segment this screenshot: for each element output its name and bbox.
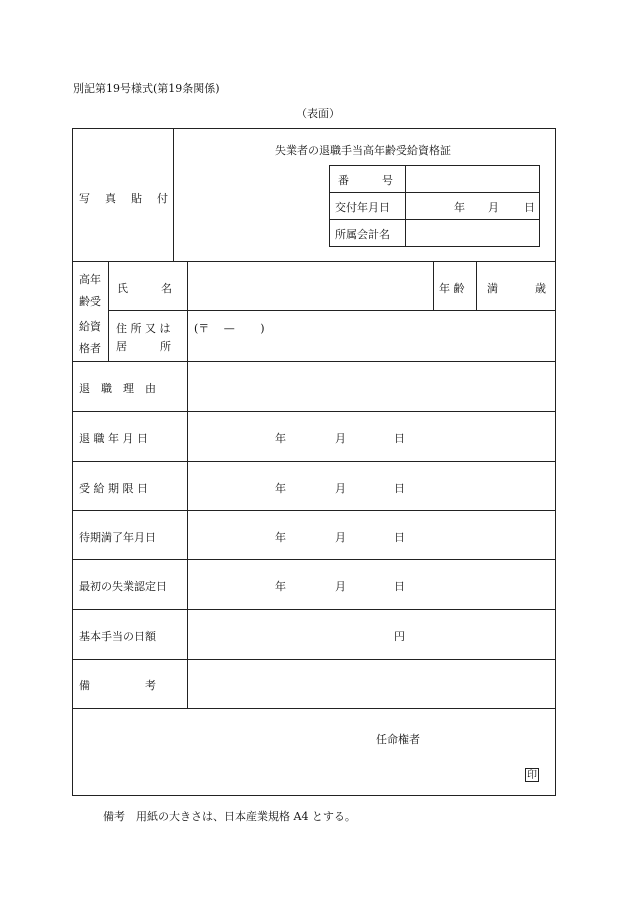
photo-label: 写 真 貼 付 bbox=[79, 192, 170, 205]
divider bbox=[72, 361, 556, 362]
yen-unit: 円 bbox=[394, 630, 405, 643]
postal-code-field: (〒 — ) bbox=[194, 322, 265, 335]
issue-month-unit: 月 bbox=[488, 201, 499, 214]
group-label-3: 給資 bbox=[79, 320, 101, 333]
age-prefix: 満 bbox=[487, 282, 498, 295]
seal-mark: 印 bbox=[527, 770, 537, 781]
address-label-line1: 住 所 又 は bbox=[116, 322, 171, 335]
deadline-month-unit: 月 bbox=[335, 482, 346, 495]
footnote: 備考 用紙の大きさは、日本産業規格 A4 とする。 bbox=[103, 810, 356, 823]
affiliation-label: 所属会計名 bbox=[335, 228, 390, 241]
divider bbox=[72, 411, 556, 412]
side-label: （表面） bbox=[296, 107, 340, 120]
divider bbox=[329, 192, 540, 193]
divider bbox=[72, 609, 556, 610]
first-certification-date-label: 最初の失業認定日 bbox=[79, 580, 167, 593]
divider bbox=[433, 261, 434, 310]
waiting-year-unit: 年 bbox=[275, 531, 286, 544]
divider bbox=[405, 165, 406, 247]
address-label-line2: 居 所 bbox=[116, 340, 171, 353]
remarks-label: 備 考 bbox=[79, 679, 156, 692]
waiting-period-end-label: 待期満了年月日 bbox=[79, 531, 156, 544]
waiting-month-unit: 月 bbox=[335, 531, 346, 544]
deadline-year-unit: 年 bbox=[275, 482, 286, 495]
divider bbox=[72, 261, 556, 262]
divider bbox=[72, 559, 556, 560]
group-label-1: 高年 bbox=[79, 273, 101, 286]
issue-year-unit: 年 bbox=[454, 201, 465, 214]
retirement-month-unit: 月 bbox=[335, 432, 346, 445]
divider bbox=[108, 261, 109, 361]
waiting-day-unit: 日 bbox=[394, 531, 405, 544]
certification-month-unit: 月 bbox=[335, 580, 346, 593]
name-label: 氏 名 bbox=[117, 282, 172, 295]
age-unit: 歳 bbox=[535, 282, 546, 295]
divider bbox=[173, 128, 174, 261]
issue-date-label: 交付年月日 bbox=[335, 201, 390, 214]
group-label-2: 齢受 bbox=[79, 295, 101, 308]
divider bbox=[72, 659, 556, 660]
form-caption: 別記第19号様式(第19条関係) bbox=[73, 82, 220, 95]
divider bbox=[476, 261, 477, 310]
appointer-label: 任命権者 bbox=[376, 733, 420, 746]
retirement-date-label: 退 職 年 月 日 bbox=[79, 432, 148, 445]
issue-day-unit: 日 bbox=[524, 201, 535, 214]
number-label: 番 号 bbox=[338, 174, 393, 187]
divider bbox=[72, 708, 556, 709]
certification-year-unit: 年 bbox=[275, 580, 286, 593]
certification-day-unit: 日 bbox=[394, 580, 405, 593]
certificate-title: 失業者の退職手当高年齢受給資格証 bbox=[275, 144, 451, 157]
divider bbox=[72, 510, 556, 511]
benefit-deadline-label: 受 給 期 限 日 bbox=[79, 482, 148, 495]
retirement-reason-label: 退 職 理 由 bbox=[79, 382, 156, 395]
divider bbox=[187, 261, 188, 708]
age-label: 年 齢 bbox=[439, 282, 465, 295]
retirement-year-unit: 年 bbox=[275, 432, 286, 445]
daily-allowance-label: 基本手当の日額 bbox=[79, 630, 156, 643]
retirement-day-unit: 日 bbox=[394, 432, 405, 445]
deadline-day-unit: 日 bbox=[394, 482, 405, 495]
divider bbox=[329, 219, 540, 220]
divider bbox=[108, 310, 556, 311]
group-label-4: 格者 bbox=[79, 342, 101, 355]
divider bbox=[72, 461, 556, 462]
